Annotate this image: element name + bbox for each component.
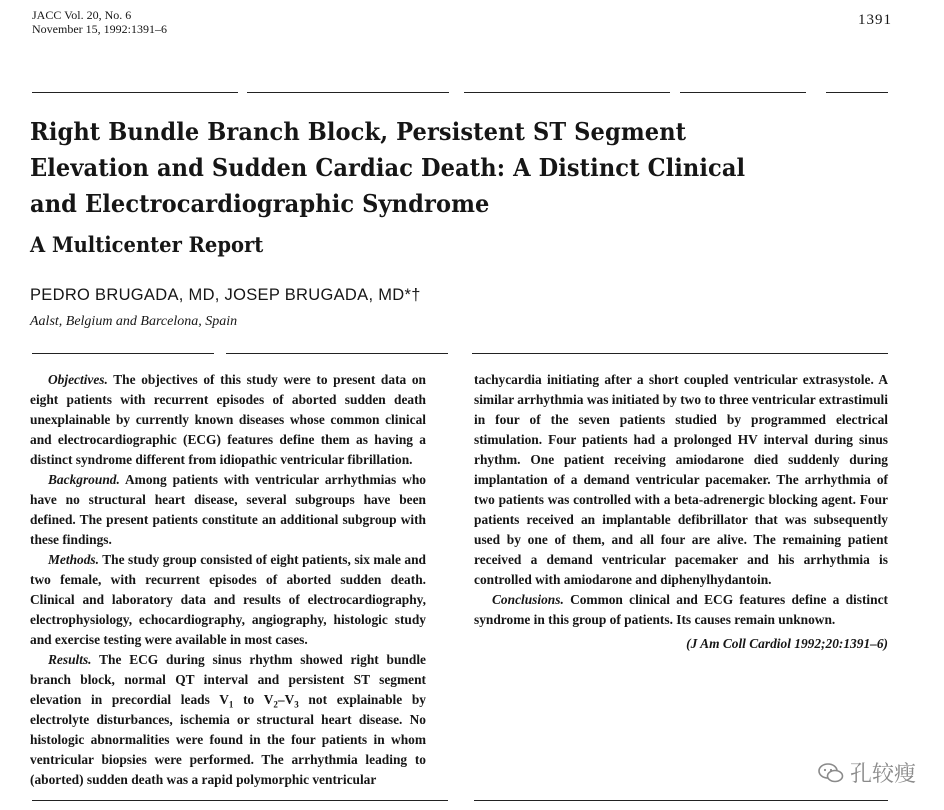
abstract-column-left xyxy=(30,370,426,790)
results-text-continued: tachycardia initiating after a short coupled ventricular extrasystole. A similar arrhythmia was initiated by two to three ventricular extrastimuli in four of the seven patients studied by programmed electrical stimulation. Four patients had a prolonged HV interval during sinus rhythm. One patient receiving amiodarone died suddenly during implantation of a demand ventricular pacemaker. The arrhythmia of two patients was controlled with a beta-adrenergic blocking agent. Four patients received an implantable defibrillator that was subsequently used by one of them, and all four are alive. The remaining patient received a demand ventricular pacemaker and his arrhythmia is controlled with amiodarone and diphenylhydantoin. xyxy=(474,372,888,587)
rule-divider xyxy=(32,353,214,354)
results-text: not explainable by electrolyte disturbances, ischemia or structural heart disease. No histologic abnormalities were found in the four patients in whom ventricular biopsies were performed. The arrhythmia leading to (aborted) sudden death was a rapid polymorphic ventricular xyxy=(30,692,427,787)
rule-divider xyxy=(464,92,670,93)
conclusions-heading: Conclusions. xyxy=(492,592,564,607)
abstract-results-continued xyxy=(474,370,888,590)
objectives-text: The objectives of this study were to present data on eight patients with recurrent episodes of aborted sudden death unexplainable by currently known diseases whose common clinical and electrocardiographic (ECG) features define them as having a distinct syndrome different from idiopathic ventricular fibrillation. xyxy=(30,372,426,467)
rule-divider xyxy=(474,800,888,801)
lead-subscript: 3 xyxy=(294,699,299,710)
abstract-background xyxy=(30,470,426,550)
rule-divider xyxy=(680,92,806,93)
journal-header xyxy=(32,8,167,36)
conclusions-text: Common clinical and ECG features define a distinct syndrome in this group of patients. Its causes remain unknown. xyxy=(474,592,888,627)
lead-subscript: 1 xyxy=(228,699,234,710)
results-text: to V xyxy=(233,692,274,707)
rule-divider xyxy=(247,92,449,93)
article-subtitle: A Multicenter Report xyxy=(30,232,264,257)
results-heading: Results. xyxy=(48,652,92,667)
journal-citation: (J Am Coll Cardiol 1992;20:1391–6) xyxy=(686,636,888,651)
background-text: Among patients with ventricular arrhythmias who have no structural heart disease, several subgroups have been defined. The present patients constitute an additional subgroup with these findings. xyxy=(30,472,426,547)
journal-volume: JACC Vol. 20, No. 6 xyxy=(32,8,132,22)
background-heading: Background. xyxy=(48,472,120,487)
abstract-column-right xyxy=(474,370,888,654)
watermark-text: 孔较瘦 xyxy=(850,762,917,787)
abstract-methods xyxy=(30,550,426,650)
page-number: 1391 xyxy=(858,12,892,28)
objectives-heading: Objectives. xyxy=(48,372,108,387)
article-title: Right Bundle Branch Block, Persistent ST Segment Elevation and Sudden Cardiac Death: A Distinct Clinical and Electrocardiographic Syndrome xyxy=(30,117,746,218)
rule-divider xyxy=(226,353,448,354)
wechat-icon xyxy=(818,763,844,783)
rule-divider xyxy=(472,353,888,354)
results-text: The ECG during sinus rhythm showed right bundle branch block, normal QT interval and persistent ST segment elevation in precordial leads V xyxy=(30,652,426,707)
author-affiliation: Aalst, Belgium and Barcelona, Spain xyxy=(30,314,238,329)
methods-heading: Methods. xyxy=(48,552,99,567)
lead-subscript: 2 xyxy=(273,699,278,710)
methods-text: The study group consisted of eight patients, six male and two female, with recurrent episodes of aborted sudden death. Clinical and laboratory data and results of electrocardiography, electrophysiology, echocardiography, angiography, histologic study and exercise testing were available in most cases. xyxy=(30,552,426,647)
author-list: PEDRO BRUGADA, MD, JOSEP BRUGADA, MD*† xyxy=(30,286,421,304)
results-text: –V xyxy=(277,692,295,707)
rule-divider xyxy=(32,800,448,801)
abstract-results xyxy=(30,650,426,790)
rule-divider xyxy=(32,92,238,93)
abstract-objectives xyxy=(30,370,426,470)
journal-date: November 15, 1992:1391–6 xyxy=(32,22,167,36)
abstract-conclusions xyxy=(474,590,888,630)
watermark xyxy=(818,757,916,788)
rule-divider xyxy=(826,92,888,93)
